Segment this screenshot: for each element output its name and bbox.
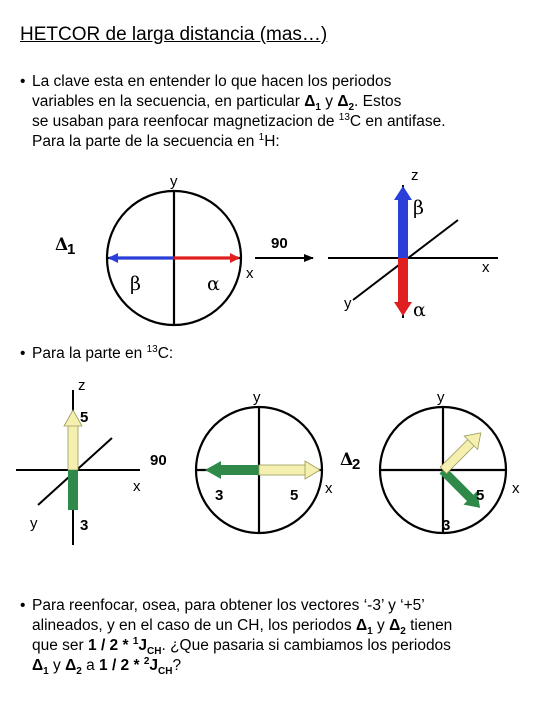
text: a (81, 657, 100, 674)
label-3-left: 3 (80, 517, 89, 534)
text: C en antifase. (349, 113, 446, 130)
text: alineados, y en el caso de un CH, los periodos (32, 617, 356, 634)
text: y (48, 657, 66, 674)
subscript: 1 (43, 666, 49, 678)
text: que ser (32, 637, 89, 654)
bullet: • (20, 597, 26, 614)
delta-symbol: Δ (65, 657, 77, 674)
x-axis-label-c: x (133, 478, 141, 495)
y-label-circle-mid: y (253, 389, 261, 406)
text-line: se usaban para reenfocar magnetizacion de (32, 113, 339, 130)
alpha-label-left: α (207, 273, 220, 295)
vector-3-down (68, 470, 78, 510)
vector-5-right (259, 465, 307, 475)
text: . Estos (354, 93, 402, 110)
pulse-90-label-c: 90 (150, 452, 167, 469)
y-axis-label: y (170, 173, 178, 190)
delta-symbol: Δ (355, 617, 368, 634)
superscript: 1 (258, 131, 265, 143)
x-axis-label-right: x (482, 259, 490, 276)
text: y (372, 617, 390, 634)
vector-5-diag (440, 439, 475, 474)
text: ? (172, 657, 182, 674)
label-5-left: 5 (80, 409, 89, 426)
vector-5-up (68, 424, 78, 470)
delta-symbol: Δ (389, 617, 401, 634)
label-3-right: 3 (442, 517, 451, 534)
beta-vector-z (398, 197, 408, 258)
text-line: variables en la secuencia, en particular (32, 93, 305, 110)
vector-3-diag (439, 467, 474, 502)
carbon-circle-right (380, 407, 506, 533)
delta-symbol: Δ (32, 657, 44, 674)
formula: J (149, 657, 159, 674)
label-3-mid: 3 (215, 487, 224, 504)
delta1-label: Δ (55, 235, 69, 255)
superscript: 2 (143, 655, 150, 667)
z-axis-label-c: z (78, 377, 86, 394)
subscript: 2 (400, 626, 406, 638)
alpha-arrowhead (394, 302, 412, 316)
alpha-vector-minus-z (398, 258, 408, 305)
text: tienen (405, 617, 453, 634)
text: C: (157, 345, 174, 362)
subscript: 1 (367, 626, 373, 638)
formula: 1 / 2 * (88, 637, 133, 654)
x-label-mid: x (325, 480, 333, 497)
subscript: CH (158, 666, 173, 678)
vector-3-left (219, 465, 259, 475)
delta2-subscript: 2 (352, 456, 361, 473)
formula: 1 / 2 * (99, 657, 144, 674)
vector-3-arrowhead (205, 461, 221, 479)
beta-label-right: β (413, 197, 424, 219)
superscript: 1 (132, 635, 139, 647)
superscript: 13 (338, 111, 350, 123)
proton-circle-left (107, 191, 241, 325)
subscript: CH (147, 646, 162, 658)
delta-symbol: Δ (337, 93, 349, 110)
text: H: (264, 133, 280, 150)
y-axis-label-c: y (30, 515, 38, 532)
beta-label-left: β (130, 273, 141, 295)
text: y (320, 93, 338, 110)
bullet: • (20, 73, 26, 90)
y-label-circle-right: y (437, 389, 445, 406)
z-axis-label: z (411, 167, 419, 184)
delta1-subscript: 1 (67, 241, 76, 258)
bullet: • (20, 345, 26, 362)
carbon-circle-mid (196, 407, 322, 533)
superscript: 13 (146, 343, 158, 355)
subscript: 1 (315, 102, 321, 114)
subscript: 2 (348, 102, 355, 114)
subscript: 2 (76, 666, 82, 678)
delta2-label: Δ (340, 450, 354, 470)
label-5-right: 5 (476, 487, 485, 504)
page-title: HETCOR de larga distancia (mas…) (20, 24, 328, 45)
delta-symbol: Δ (304, 93, 316, 110)
vector-5-right-arrowhead (305, 461, 320, 479)
text-line: Para la parte de la secuencia en (32, 133, 259, 150)
text: Para la parte en (32, 345, 147, 362)
text: . ¿Que pasaria si cambiamos los periodos (161, 637, 451, 654)
x-label-right: x (512, 480, 520, 497)
pulse-90-label: 90 (271, 235, 288, 252)
alpha-label-right: α (413, 299, 426, 321)
formula: J (138, 637, 148, 654)
x-axis-label-left: x (246, 265, 254, 282)
text-line: Para reenfocar, osea, para obtener los vectores ‘-3’ y ‘+5’ (32, 597, 425, 614)
beta-arrowhead (394, 186, 412, 200)
label-5-mid: 5 (290, 487, 299, 504)
y-axis-label-lower: y (344, 295, 352, 312)
text-line: La clave esta en entender lo que hacen los periodos (32, 73, 392, 90)
